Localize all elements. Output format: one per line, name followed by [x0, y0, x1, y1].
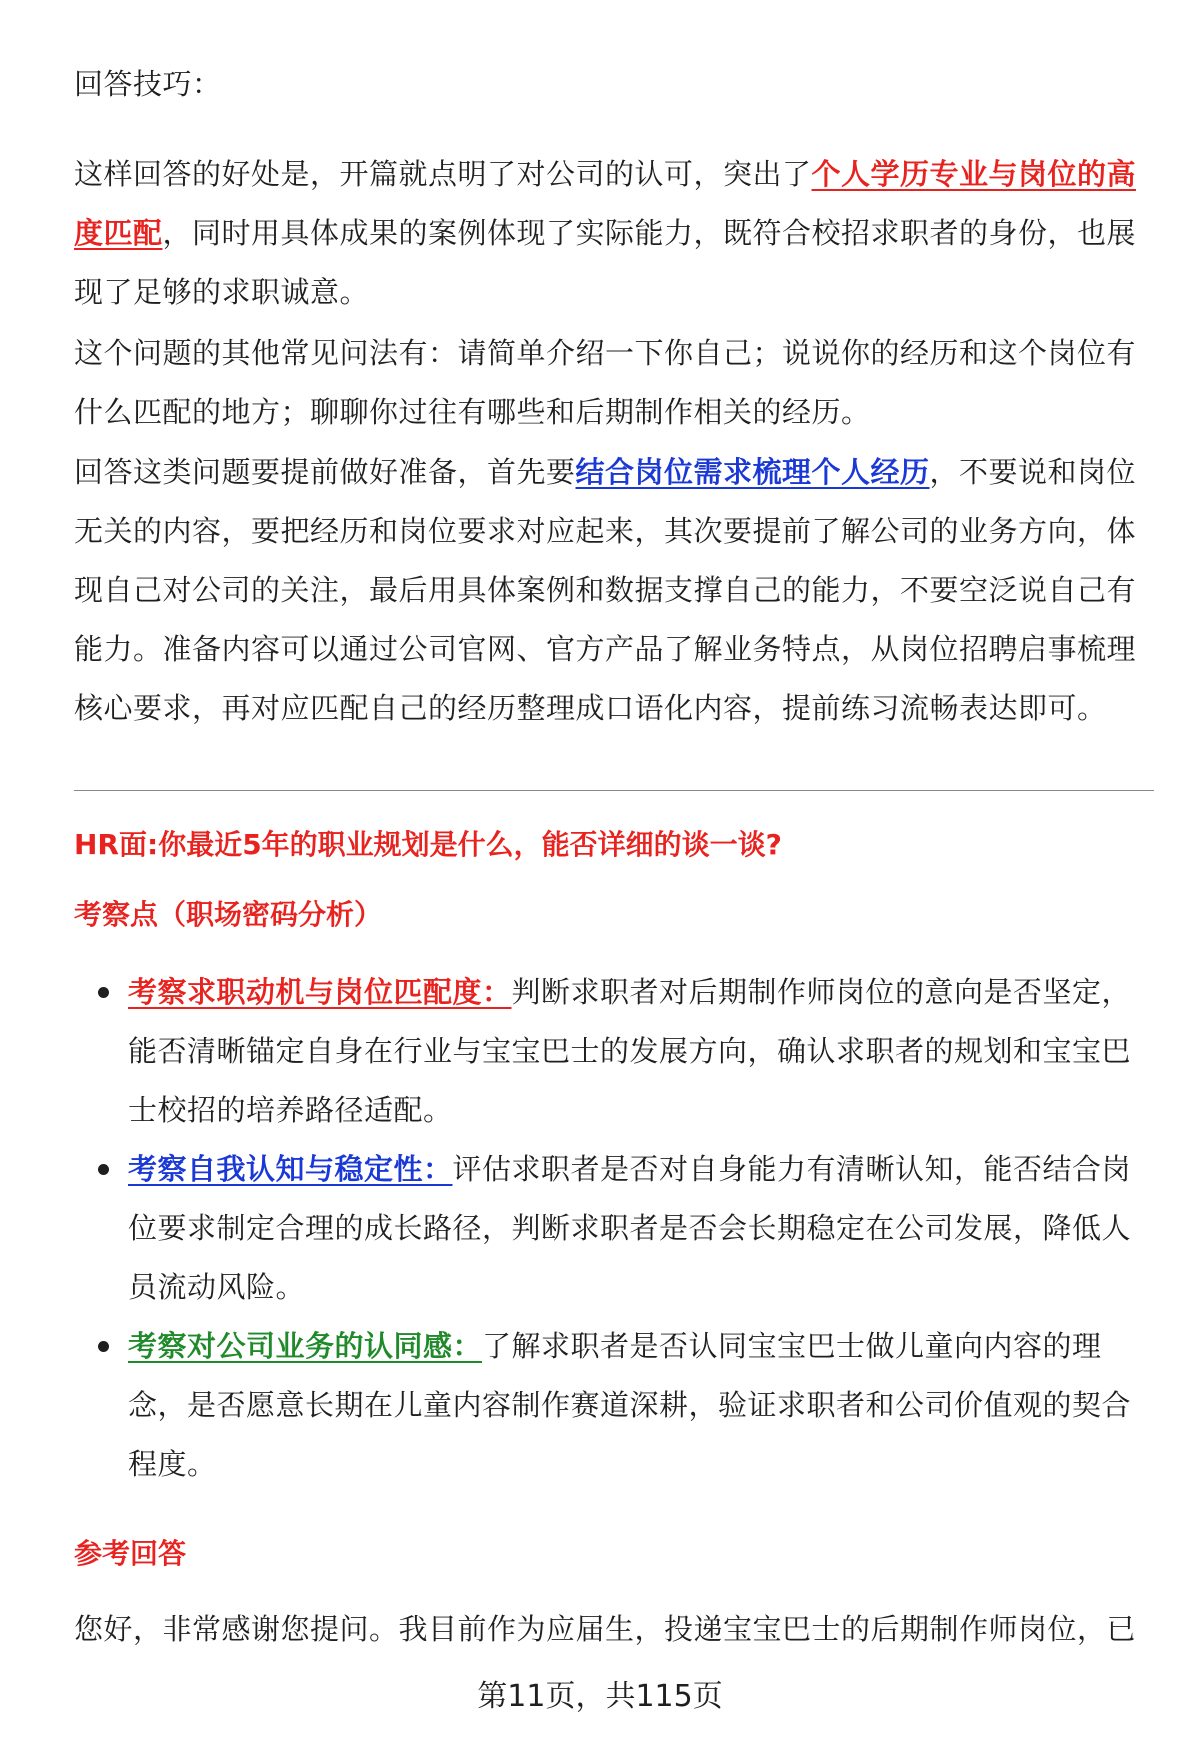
bullet-dot-icon	[98, 987, 109, 998]
bullet-label-recognition: 考察对公司业务的认同感：	[128, 1329, 483, 1363]
paragraph-preparation-a: 回答这类问题要提前做好准备，首先要	[74, 455, 576, 489]
paragraph-preparation	[74, 443, 1154, 738]
bullet-dot-icon	[98, 1341, 109, 1352]
bullet-dot-icon	[98, 1164, 109, 1175]
paragraph-other-questions: 这个问题的其他常见问法有：请简单介绍一下你自己；说说你的经历和这个岗位有什么匹配的地方；聊聊你过往有哪些和后期制作相关的经历。	[74, 336, 1137, 429]
list-item	[74, 963, 1154, 1140]
bullet-text: 评估求职者是否对自身能力有清晰认知，能否结合岗位要求制定合理的成长路径，判断求职者是否会长期稳定在公司发展，降低人员流动风险。	[128, 1152, 1132, 1304]
bullet-text: 判断求职者对后期制作师岗位的意向是否坚定，能否清晰锚定自身在行业与宝宝巴士的发展方向，确认求职者的规划和宝宝巴士校招的培养路径适配。	[128, 975, 1132, 1127]
list-item	[74, 1317, 1154, 1494]
list-item	[74, 1140, 1154, 1317]
bullet-label-self-awareness: 考察自我认知与稳定性：	[128, 1152, 453, 1186]
reference-answer-title: 参考回答	[74, 1537, 187, 1570]
highlight-experience: 结合岗位需求梳理个人经历	[575, 455, 930, 489]
section-divider	[74, 790, 1154, 791]
page-number: 第11页，共115页	[477, 1679, 723, 1714]
reference-answer-body: 您好，非常感谢您提问。我目前作为应届生，投递宝宝巴士的后期制作师岗位，已	[74, 1612, 1137, 1646]
paragraph-benefits-b: ，同时用具体成果的案例体现了实际能力，既符合校招求职者的身份，也展现了足够的求职诚意。	[74, 216, 1137, 309]
highlight-match: 个人学历专业与岗位的高度匹配	[74, 157, 1137, 250]
question-title: HR面:你最近5年的职业规划是什么，能否详细的谈一谈?	[74, 828, 782, 861]
paragraph-benefits-a: 这样回答的好处是，开篇就点明了对公司的认可，突出了	[74, 157, 812, 191]
paragraph-preparation-b: ，不要说和岗位无关的内容，要把经历和岗位要求对应起来，其次要提前了解公司的业务方向，体现自己对公司的关注，最后用具体案例和数据支撑自己的能力，不要空泛说自己有能力。准备内容可以通过公司官网、官方产品了解业务特点，从岗位招聘启事梳理核心要求，再对应匹配自己的经历整理成口语化内容，提前练习流畅表达即可。	[74, 455, 1137, 725]
answer-tips-label: 回答技巧：	[74, 67, 222, 101]
inspection-points-title: 考察点（职场密码分析）	[74, 898, 383, 931]
bullet-text: 了解求职者是否认同宝宝巴士做儿童向内容的理念，是否愿意长期在儿童内容制作赛道深耕，验证求职者和公司价值观的契合程度。	[128, 1329, 1132, 1481]
paragraph-benefits	[74, 145, 1154, 322]
bullet-label-motivation: 考察求职动机与岗位匹配度：	[128, 975, 512, 1009]
inspection-points-list	[74, 963, 1154, 1494]
